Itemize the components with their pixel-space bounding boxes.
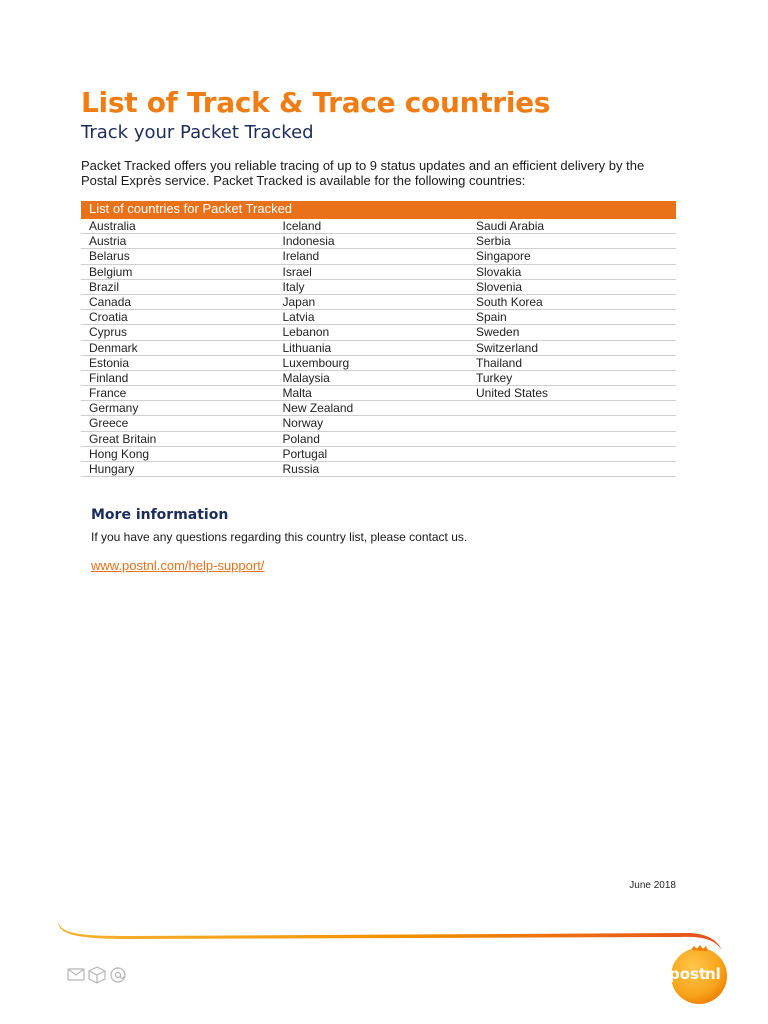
table-row bbox=[81, 462, 676, 477]
table-body bbox=[81, 219, 676, 477]
country-cell: Spain bbox=[476, 310, 507, 325]
country-cell: Brazil bbox=[89, 279, 120, 294]
country-cell: Germany bbox=[89, 401, 139, 416]
country-cell: Indonesia bbox=[282, 234, 335, 249]
table-row bbox=[81, 310, 676, 325]
country-cell: Luxembourg bbox=[282, 355, 350, 370]
orange-swoosh-decoration bbox=[50, 912, 740, 952]
table-row bbox=[81, 325, 676, 340]
country-cell: Malta bbox=[282, 386, 312, 401]
country-cell: Japan bbox=[282, 294, 316, 309]
intro-line-2: Postal Exprès service. Packet Tracked is available for the following countries: bbox=[81, 173, 526, 188]
country-cell: Slovakia bbox=[476, 264, 522, 279]
table-row bbox=[81, 416, 676, 431]
parcel-icon bbox=[89, 967, 105, 983]
table-row bbox=[81, 295, 676, 310]
document-date: June 2018 bbox=[629, 880, 676, 891]
country-cell: Portugal bbox=[282, 446, 328, 461]
country-cell bbox=[468, 447, 662, 461]
table-row bbox=[81, 249, 676, 264]
country-cell: Serbia bbox=[476, 234, 511, 249]
country-cell: Finland bbox=[89, 370, 129, 385]
footer-icons bbox=[66, 964, 130, 984]
country-cell bbox=[468, 416, 662, 430]
country-cell: Lithuania bbox=[282, 340, 332, 355]
country-cell: New Zealand bbox=[282, 401, 354, 416]
country-cell bbox=[468, 462, 662, 476]
more-information-text: If you have any questions regarding this country list, please contact us. bbox=[91, 530, 468, 544]
country-cell: Italy bbox=[282, 279, 305, 294]
country-cell: United States bbox=[476, 386, 549, 401]
country-cell: Lebanon bbox=[282, 325, 330, 340]
page-subtitle: Track your Packet Tracked bbox=[81, 122, 314, 143]
country-cell: Israel bbox=[282, 264, 312, 279]
more-information-heading: More information bbox=[91, 507, 229, 523]
country-cell: Norway bbox=[282, 416, 324, 431]
postnl-logo bbox=[661, 944, 729, 1008]
country-cell: Malaysia bbox=[282, 370, 330, 385]
table-header: List of countries for Packet Tracked bbox=[81, 201, 676, 219]
country-cell: Singapore bbox=[476, 249, 531, 264]
envelope-icon bbox=[68, 969, 84, 980]
table-row bbox=[81, 386, 676, 401]
table-row bbox=[81, 234, 676, 249]
country-cell: Saudi Arabia bbox=[476, 219, 545, 233]
country-cell: Poland bbox=[282, 431, 320, 446]
table-row bbox=[81, 280, 676, 295]
help-support-link[interactable]: www.postnl.com/help-support/ bbox=[91, 558, 265, 573]
table-row bbox=[81, 447, 676, 462]
country-cell: France bbox=[89, 386, 127, 401]
countries-table bbox=[81, 201, 676, 477]
country-cell: Austria bbox=[89, 234, 127, 249]
country-cell: Belgium bbox=[89, 264, 133, 279]
country-cell: Greece bbox=[89, 416, 129, 431]
country-cell: Turkey bbox=[476, 370, 513, 385]
intro-line-1: Packet Tracked offers you reliable tracing of up to 9 status updates and an efficient delivery by the bbox=[81, 158, 645, 173]
country-cell bbox=[468, 401, 662, 415]
country-cell: Cyprus bbox=[89, 325, 128, 340]
table-row bbox=[81, 356, 676, 371]
country-cell: Thailand bbox=[476, 355, 523, 370]
country-cell: Estonia bbox=[89, 355, 130, 370]
country-cell: Slovenia bbox=[476, 279, 523, 294]
table-row bbox=[81, 401, 676, 416]
table-row bbox=[81, 371, 676, 386]
page-title: List of Track & Trace countries bbox=[81, 86, 551, 119]
country-cell: Hungary bbox=[89, 462, 135, 476]
country-cell: Denmark bbox=[89, 340, 138, 355]
country-cell: Hong Kong bbox=[89, 446, 150, 461]
country-cell: Australia bbox=[89, 219, 136, 233]
country-cell: Switzerland bbox=[476, 340, 539, 355]
table-row bbox=[81, 341, 676, 356]
country-cell: Canada bbox=[89, 294, 132, 309]
email-at-icon bbox=[111, 968, 125, 982]
table-row bbox=[81, 265, 676, 280]
country-cell: Latvia bbox=[282, 310, 315, 325]
logo-text-post: post bbox=[669, 965, 707, 983]
country-cell: South Korea bbox=[476, 294, 543, 309]
logo-text-nl: nl bbox=[705, 965, 721, 983]
country-cell: Croatia bbox=[89, 310, 128, 325]
intro-paragraph bbox=[81, 158, 681, 188]
country-cell: Russia bbox=[282, 462, 320, 476]
country-cell: Belarus bbox=[89, 249, 130, 264]
country-cell: Iceland bbox=[282, 219, 322, 233]
postnl-logo-icon bbox=[661, 944, 729, 1008]
country-cell: Ireland bbox=[282, 249, 320, 264]
table-row bbox=[81, 432, 676, 447]
table-row bbox=[81, 219, 676, 234]
country-cell: Great Britain bbox=[89, 431, 157, 446]
country-cell bbox=[468, 432, 662, 446]
country-cell: Sweden bbox=[476, 325, 520, 340]
